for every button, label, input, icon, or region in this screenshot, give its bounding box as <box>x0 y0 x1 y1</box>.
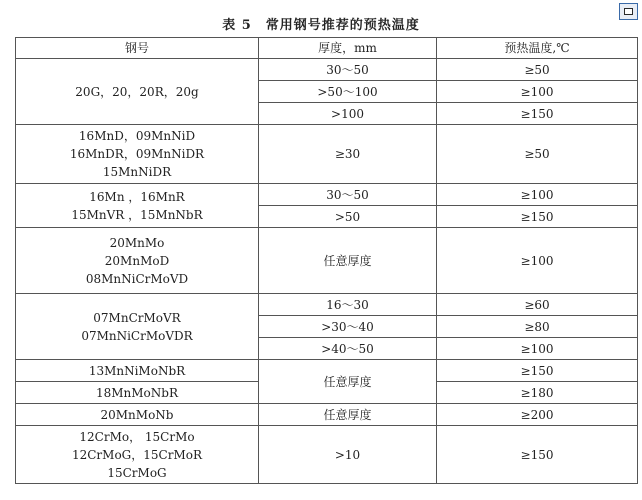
table-caption: 表 5 常用钢号推荐的预热温度 <box>222 18 420 33</box>
temp-cell: ≥100 <box>437 338 638 360</box>
steel-grade: 18MnMoNbR <box>95 385 178 400</box>
thickness-cell: 30～50 <box>259 59 437 81</box>
temp-cell: ≥180 <box>437 382 638 404</box>
temp-cell: ≥50 <box>437 125 638 184</box>
table-row <box>16 360 638 382</box>
thickness-cell: >50 <box>259 206 437 228</box>
temp-cell: ≥100 <box>437 81 638 103</box>
thickness-cell: 任意厚度 <box>259 228 437 294</box>
temp-cell: ≥100 <box>437 184 638 206</box>
steel-cell <box>16 404 259 426</box>
thickness-cell: ≥30 <box>259 125 437 184</box>
header-steel: 钢号 <box>16 38 259 59</box>
thickness-cell: >30～40 <box>259 316 437 338</box>
steel-grade: 16MnDR，09MnNiDR <box>69 147 205 161</box>
steel-cell <box>16 294 259 360</box>
header-row <box>16 38 638 59</box>
steel-grade: 07MnCrMoVR <box>93 310 181 325</box>
steel-cell <box>16 59 259 125</box>
temp-cell: ≥50 <box>437 59 638 81</box>
steel-grade: 20MnMo <box>109 235 165 250</box>
table-row <box>16 294 638 316</box>
steel-grade: 16MnD，09MnNiD <box>78 129 196 143</box>
thickness-cell: >100 <box>259 103 437 125</box>
thickness-cell: 任意厚度 <box>259 404 437 426</box>
thickness-cell: 16～30 <box>259 294 437 316</box>
steel-grade: 08MnNiCrMoVD <box>85 271 189 286</box>
steel-grade: 07MnNiCrMoVDR <box>81 328 193 343</box>
steel-grade: 15MnVR ，15MnNbR <box>71 207 203 222</box>
temp-cell: ≥150 <box>437 103 638 125</box>
steel-grade: 12CrMo， 15CrMo <box>79 429 195 444</box>
table-row <box>16 426 638 484</box>
preheat-temperature-table <box>15 37 638 484</box>
thickness-cell: >50～100 <box>259 81 437 103</box>
header-temp: 预热温度,℃ <box>437 38 638 59</box>
temp-cell: ≥60 <box>437 294 638 316</box>
steel-grade: 12CrMoG，15CrMoR <box>71 447 203 462</box>
steel-cell <box>16 382 259 404</box>
thickness-cell: 任意厚度 <box>259 360 437 404</box>
steel-grade: 16Mn ，16MnR <box>89 189 185 204</box>
thickness-cell: >10 <box>259 426 437 484</box>
header-thickness: 厚度，mm <box>259 38 437 59</box>
steel-cell <box>16 228 259 294</box>
table-row <box>16 184 638 206</box>
steel-grade: 20G，20，20R，20g <box>75 84 199 99</box>
steel-grade: 20MnMoD <box>104 253 170 268</box>
temp-cell: ≥100 <box>437 228 638 294</box>
steel-grade: 15CrMoG <box>107 465 167 480</box>
steel-grade: 20MnMoNb <box>100 407 174 422</box>
temp-cell: ≥200 <box>437 404 638 426</box>
temp-cell: ≥150 <box>437 426 638 484</box>
temp-cell: ≥150 <box>437 360 638 382</box>
steel-cell <box>16 360 259 382</box>
steel-cell <box>16 426 259 484</box>
table-row <box>16 404 638 426</box>
steel-grade: 15MnNiDR <box>102 165 172 179</box>
table-row <box>16 125 638 184</box>
thickness-cell: >40～50 <box>259 338 437 360</box>
steel-cell <box>16 125 259 184</box>
temp-cell: ≥150 <box>437 206 638 228</box>
thickness-cell: 30～50 <box>259 184 437 206</box>
temp-cell: ≥80 <box>437 316 638 338</box>
table-row <box>16 59 638 81</box>
table-row <box>16 228 638 294</box>
steel-grade: 13MnNiMoNbR <box>88 363 186 378</box>
window-restore-icon[interactable] <box>619 3 638 20</box>
steel-cell <box>16 184 259 228</box>
